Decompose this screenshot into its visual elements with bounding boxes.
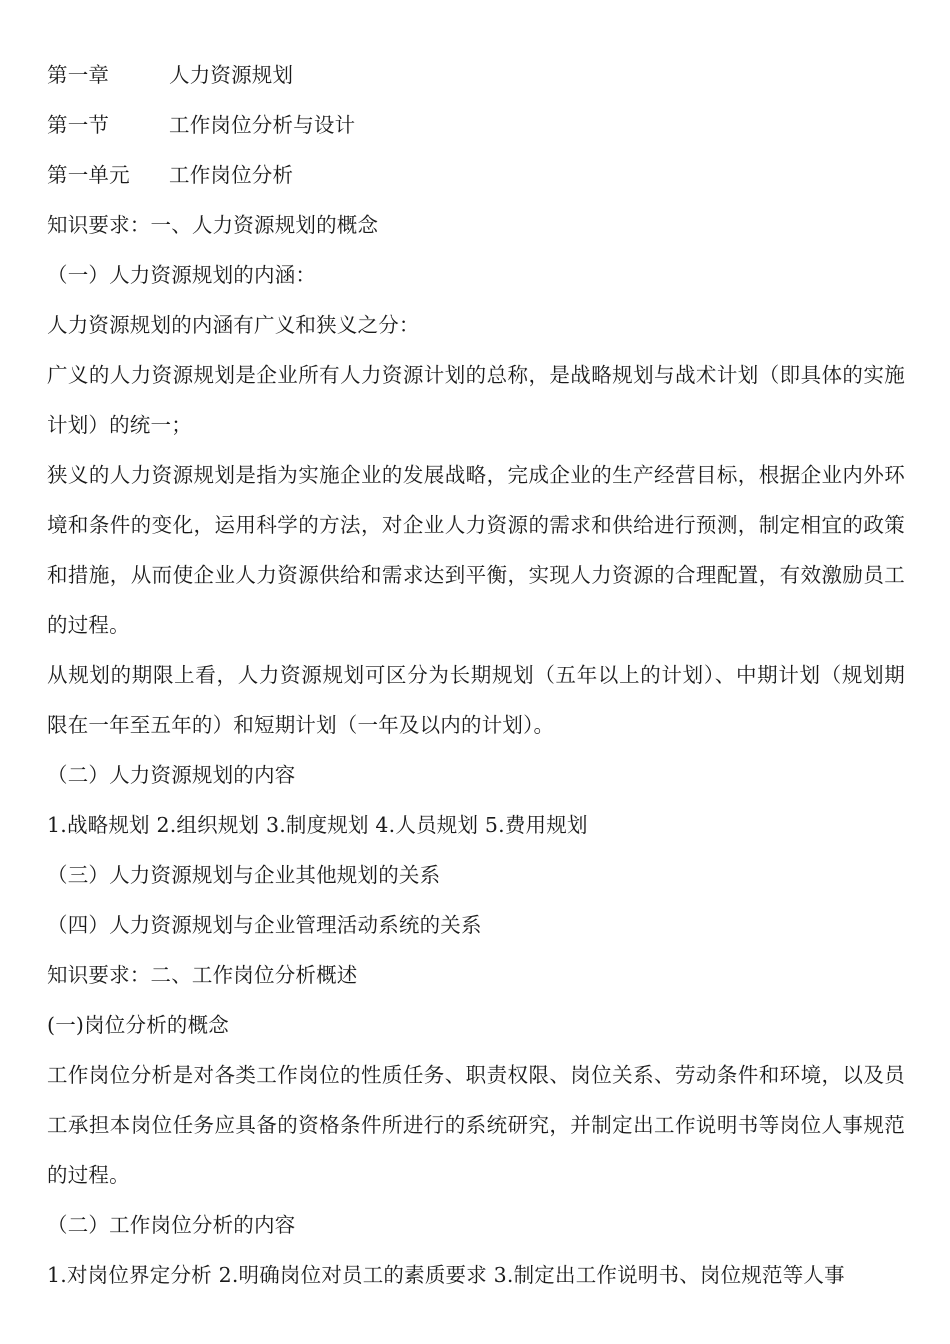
chapter-label: 第一章 [47,63,110,87]
section-label: 第一节 [47,113,110,137]
subheading-hr-planning-connotation: （一）人力资源规划的内涵： [47,263,317,287]
paragraph-planning-period: 从规划的期限上看，人力资源规划可区分为长期规划（五年以上的计划）、中期计划（规划期限在一年至五年的）和短期计划（一年及以内的计划）。 [47,663,905,737]
subheading-relation-other-plans: （三）人力资源规划与企业其他规划的关系 [47,863,441,887]
paragraph-job-analysis-definition: 工作岗位分析是对各类工作岗位的性质任务、职责权限、岗位关系、劳动条件和环境，以及员工承担本岗位任务应具备的资格条件所进行的系统研究，并制定出工作说明书等岗位人事规范的过程。 [47,1063,905,1187]
knowledge-requirement-2: 知识要求：二、工作岗位分析概述 [47,963,358,987]
document-page [47,50,905,1300]
list-planning-types: 1.战略规划 2.组织规划 3.制度规划 4.人员规划 5.费用规划 [47,813,588,837]
section-title: 工作岗位分析与设计 [169,113,356,137]
unit-label: 第一单元 [47,163,130,187]
paragraph-narrow-definition: 狭义的人力资源规划是指为实施企业的发展战略，完成企业的生产经营目标，根据企业内外环境和条件的变化，运用科学的方法，对企业人力资源的需求和供给进行预测，制定相宜的政策和措施，从而使企业人力资源供给和需求达到平衡，实现人力资源的合理配置，有效激励员工的过程。 [47,463,905,637]
subheading-job-analysis-content: （二）工作岗位分析的内容 [47,1213,296,1237]
knowledge-requirement-1: 知识要求：一、人力资源规划的概念 [47,213,379,237]
subheading-hr-planning-content: （二）人力资源规划的内容 [47,763,296,787]
subheading-job-analysis-concept: (一)岗位分析的概念 [47,1013,229,1037]
chapter-heading [47,50,905,100]
subheading-relation-management-system: （四）人力资源规划与企业管理活动系统的关系 [47,913,482,937]
unit-heading [47,150,905,200]
chapter-title: 人力资源规划 [169,63,294,87]
unit-title: 工作岗位分析 [169,163,294,187]
section-heading [47,100,905,150]
paragraph-connotation-intro: 人力资源规划的内涵有广义和狭义之分： [47,313,420,337]
list-job-analysis-content: 1.对岗位界定分析 2.明确岗位对员工的素质要求 3.制定出工作说明书、岗位规范等人事 [47,1263,845,1287]
paragraph-broad-definition: 广义的人力资源规划是企业所有人力资源计划的总称，是战略规划与战术计划（即具体的实施计划）的统一； [47,363,905,437]
